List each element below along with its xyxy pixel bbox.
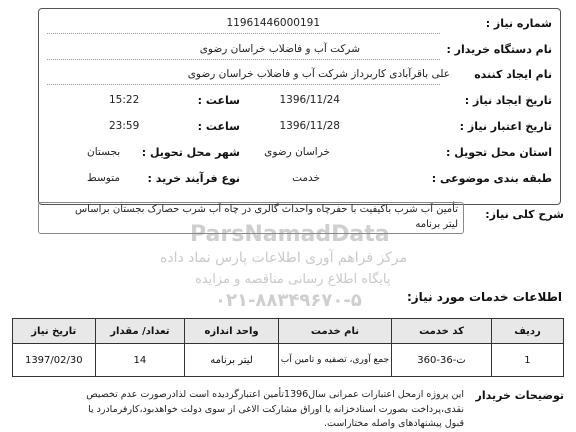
valid-date-value: 1396/11/28 — [279, 120, 340, 132]
col-code-header: کد خدمت — [392, 319, 492, 344]
created-time-label: ساعت : — [197, 94, 240, 107]
cell-row: 1 — [491, 344, 563, 377]
cell-code: ت-36-360 — [392, 344, 492, 377]
valid-time-value: 23:59 — [109, 120, 140, 132]
col-name-header: نام خدمت — [278, 319, 391, 344]
col-row-header: ردیف — [491, 319, 563, 344]
need-number-label: شماره نیاز : — [485, 17, 552, 30]
created-date-value: 1396/11/24 — [279, 94, 340, 106]
buyer-org-label: نام دستگاه خریدار : — [446, 43, 552, 56]
col-unit-header: واحد اندازه — [185, 319, 279, 344]
valid-date-label: تاریخ اعتبار نیاز : — [459, 120, 552, 133]
creator-label: نام ایجاد کننده — [474, 68, 552, 81]
col-date-header: تاریخ نیاز — [13, 319, 96, 344]
buyer-notes-line2: نقدی،پرداخت بصورت اسنادخزانه یا اوراق مشارکت الاغی از سوی دولت خواهدبود،کارفرمادرد یا — [88, 404, 464, 415]
buyer-org-value: شرکت آب و فاضلاب خراسان رضوی — [199, 43, 360, 55]
city-label-text: شهر محل تحویل : — [141, 146, 240, 159]
need-number-value: 11961446000191 — [226, 17, 320, 29]
watermark-line2: پایگاه اطلاع رسانی مناقصه و مزایده — [195, 272, 391, 287]
description-line2: لیتر برنامه — [415, 219, 458, 230]
need-info-box — [38, 8, 561, 205]
services-title: اطلاعات خدمات مورد نیاز: — [406, 290, 562, 304]
creator-value: علی باقرآبادی کاربرداز شرکت آب و فاضلاب خراسان رضوی — [187, 68, 450, 80]
buyer-notes-line3: قبول پیشنهادهای واصله مختاراست. — [323, 418, 464, 429]
province-value: خراسان رضوی — [264, 146, 330, 158]
cell-qty: 14 — [95, 344, 185, 377]
services-table — [12, 318, 564, 377]
cell-date: 1397/02/30 — [13, 344, 96, 377]
buyer-notes-label: توضیحات خریدار — [475, 389, 564, 402]
city-value: بجستان — [87, 146, 121, 158]
watermark-line1: مرکز فراهم آوری اطلاعات پارس نماد داده — [160, 250, 408, 266]
buyer-notes-line1: این پروژه ازمحل اعتبارات عمرانی سال1396تأمین اعتبارگردیده است لذادرصورت عدم تخصیص — [86, 389, 464, 400]
col-qty-header: تعداد/ مقدار — [95, 319, 185, 344]
watermark-brand: ParsNamadData — [190, 222, 390, 247]
table-row — [13, 344, 564, 377]
province-label: استان محل تحویل : — [446, 146, 552, 159]
watermark-phone: ۰۲۱-۸۸۳۴۹۶۷۰-۵ — [215, 290, 362, 311]
description-line1: تأمین آب شرب باکیفیت با حفرچاه واحداث گالری در چاه آب شرب حصارک بجستان براساس — [74, 204, 458, 215]
created-date-label: تاریخ ایجاد نیاز : — [464, 94, 552, 107]
category-label: طبقه بندی موضوعی : — [431, 172, 552, 185]
cell-name: جمع آوری، تصفیه و تامین آب — [278, 344, 391, 377]
process-value: متوسط — [87, 172, 120, 184]
description-box — [38, 202, 464, 234]
cell-unit: لیتر برنامه — [185, 344, 279, 377]
valid-time-label: ساعت : — [197, 120, 240, 133]
process-label: نوع فرآیند خرید : — [147, 172, 240, 185]
table-header-row — [13, 319, 564, 344]
description-label: شرح کلی نیاز: — [485, 208, 564, 221]
category-value: خدمت — [292, 172, 320, 184]
created-time-value: 15:22 — [109, 94, 140, 106]
